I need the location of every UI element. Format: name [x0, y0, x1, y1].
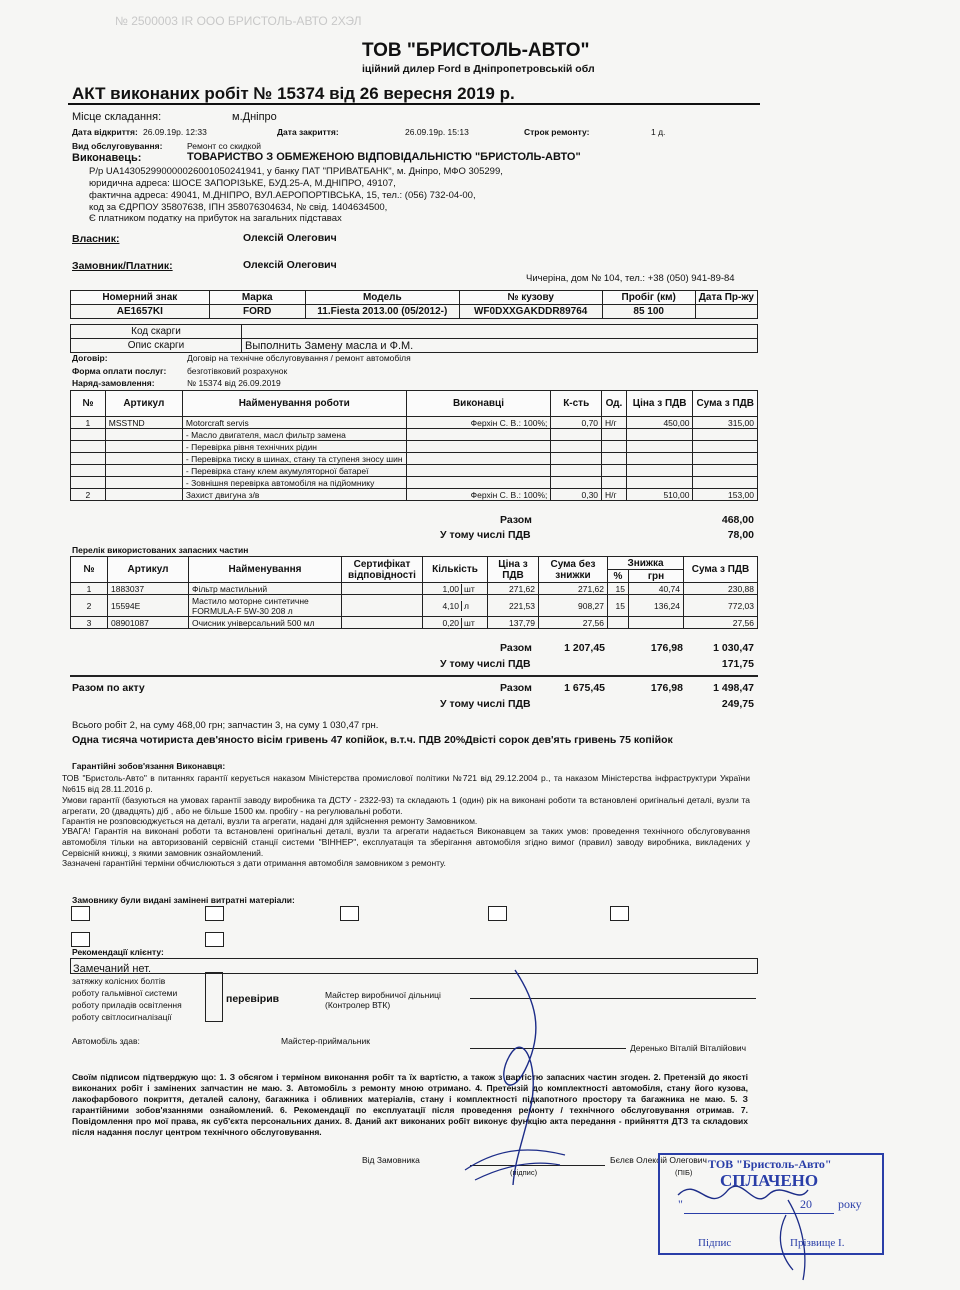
consent-text: Своїм підписом підтверджую що: 1. З обсягом і терміном виконання робіт та їх вартістю, а також з вартістю запасних частин згоден. 2. Претензій до якості виконаних робіт і замінених запчастин не маю. 3. Автомобіль з ремонту мною отримано. 4. Претензій до комплектності автомобіля, стану його кузова, лакофарбового покриття, деталей салону, багажника і обливних матеріалів, стану і комплектності підкапотного простору та багажника не маю. 5. З гарантійними зобов'язаннями ознайомлений. 6. Рекомендації по експлуатації після проведення ремонту / технічного обслуговування отримав. 7. Повідомлення про мої права, як суб'єкта персональних даних. 8. Даний акт виконаних робіт виконує функцію акта передання - прийняття ДТЗ та складових після надання послуг центром технічного обслуговування.: [72, 1072, 748, 1137]
parts-header: №: [71, 557, 108, 583]
executor-actual-address: фактична адреса: 49041, М.ДНІПРО, ВУЛ.АЕРОПОРТІВСЬКА, 15, тел.: (056) 732-04-00,: [89, 190, 476, 201]
stamp-sign: Підпис: [698, 1237, 732, 1249]
term-value: 1 д.: [651, 127, 666, 137]
parts-header: Знижка: [608, 557, 684, 570]
works-cell-qty: [551, 465, 602, 477]
executor-tax: Є платником податку на прибуток на загальних підставах: [89, 213, 342, 224]
check-lights: роботу приладів освітлення: [72, 1000, 182, 1010]
parts-cell-sum: 772,03: [684, 595, 758, 617]
parts-cell-name: [189, 583, 342, 595]
grand-summary: Всього робіт 2, на суму 468,00 грн; запчастин 3, на суму 1 030,47 грн.: [72, 720, 379, 731]
check-signals: роботу світлосигналізації: [72, 1012, 172, 1022]
parts-unit: шт: [464, 583, 475, 594]
company-name: ТОВ "БРИСТОЛЬ-АВТО": [362, 40, 590, 61]
replaced-label: Замовнику були видані замінені витратні матеріали:: [72, 895, 295, 905]
grand-total-discount: 176,98: [650, 682, 683, 694]
works-cell-n: [71, 429, 106, 441]
vehicle-header: Марка: [209, 291, 305, 305]
opened-label: Дата відкриття:: [72, 127, 138, 137]
works-cell-article: [105, 453, 182, 465]
works-cell-price: [626, 441, 693, 453]
replaced-checkbox[interactable]: [340, 906, 359, 921]
works-cell-name: Motorcraft servis: [182, 417, 406, 429]
vehicle-cell: FORD: [209, 305, 305, 319]
works-cell-article: [105, 465, 182, 477]
works-cell-unit: [602, 465, 627, 477]
works-cell-sum: 315,00: [693, 417, 758, 429]
payment-label: Форма оплати послуг:: [72, 366, 167, 376]
parts-header: Найменування: [189, 557, 342, 583]
works-row: [71, 465, 758, 477]
grand-vat-label: У тому числі ПДВ: [440, 698, 531, 710]
parts-cell-cert: [342, 583, 423, 595]
complaint-desc-label: Опис скарги: [71, 339, 242, 353]
closed-value: 26.09.19р. 15:13: [405, 127, 469, 137]
works-cell-n: [71, 477, 106, 489]
owner-label: Власник:: [72, 233, 120, 245]
parts-cell-article: 1883037: [108, 583, 189, 595]
works-cell-price: [626, 465, 693, 477]
works-vat-value: 78,00: [727, 529, 754, 541]
term-label: Строк ремонту:: [524, 127, 590, 137]
works-cell-executor: [406, 477, 551, 489]
works-cell-unit: Н/г: [602, 489, 627, 501]
works-cell-name: - Перевірка стану клем акумуляторної батареї: [182, 465, 406, 477]
pib-label: (ПІБ): [675, 1168, 693, 1177]
works-cell-price: 510,00: [626, 489, 693, 501]
stamp-year: 20: [800, 1197, 812, 1211]
grand-rule: [70, 675, 758, 677]
parts-header: Сертифікат відповідності: [342, 557, 423, 583]
parts-cell-sum_nd: 271,62: [539, 583, 608, 595]
parts-cell-cert: [342, 595, 423, 617]
parts-header: Сума з ПДВ: [684, 557, 758, 583]
parts-cell-qty: [423, 595, 488, 617]
receiver-name: Деренько Віталій Віталійович: [630, 1043, 747, 1053]
parts-name-line: FORMULA-F 5W-30 208 л: [192, 605, 293, 616]
parts-cell-name: [189, 595, 342, 617]
works-cell-price: 450,00: [626, 417, 693, 429]
warranty-p4: УВАГА! Гарантія на виконані роботи та встановлені оригінальні деталі, вузли та агрегати надається Виконавцем за таких умов: проведення технічного обслуговування автомобіля тільки на авторизованій сервісній станції системи "ВІННЕР", експлуатація та зберігання автомобіля згідно вимог (правил) заводу виробника, викладених у Сервісній книжці, з якими замовник ознайомлений.: [62, 826, 750, 858]
parts-cell-price: 271,62: [488, 583, 539, 595]
works-header: Ціна з ПДВ: [626, 391, 693, 417]
stamp-date-prefix: ": [678, 1197, 683, 1211]
executor-name: ТОВАРИСТВО З ОБМЕЖЕНОЮ ВІДПОВІДАЛЬНІСТЮ "БРИСТОЛЬ-АВТО": [187, 151, 581, 163]
parts-vat-value: 171,75: [721, 658, 754, 670]
place-value: м.Дніпро: [232, 111, 277, 123]
works-cell-executor: [406, 453, 551, 465]
works-cell-n: [71, 465, 106, 477]
parts-cell-sum: 27,56: [684, 617, 758, 629]
works-cell-unit: Н/г: [602, 417, 627, 429]
parts-cell-pct: 15: [608, 595, 629, 617]
works-cell-price: [626, 477, 693, 489]
parts-cell-sum: 230,88: [684, 583, 758, 595]
vehicle-cell: AE1657KI: [71, 305, 210, 319]
works-cell-executor: Ферхін С. В.: 100%;: [406, 489, 551, 501]
works-cell-qty: [551, 477, 602, 489]
parts-cell-disc: 136,24: [629, 595, 684, 617]
parts-cell-article: 08901087: [108, 617, 189, 629]
parts-cell-n: 1: [71, 583, 108, 595]
payment-value: безготівковий розрахунок: [187, 366, 288, 376]
service-value: Ремонт со скидкой: [187, 141, 261, 151]
stamp-year-suffix: року: [838, 1197, 862, 1211]
works-cell-sum: [693, 429, 758, 441]
parts-row: [71, 617, 758, 629]
works-cell-unit: [602, 453, 627, 465]
remarks-box: [70, 958, 758, 974]
parts-cell-disc: [629, 617, 684, 629]
works-header: Артикул: [105, 391, 182, 417]
parts-cell-pct: [608, 617, 629, 629]
complaint-code-label: Код скарги: [71, 325, 242, 339]
works-cell-price: [626, 429, 693, 441]
works-cell-article: [105, 429, 182, 441]
signature-scribble-stamp: [668, 1155, 848, 1285]
vehicle-cell: 85 100: [602, 305, 695, 319]
service-label: Вид обслуговування:: [72, 141, 163, 151]
works-cell-price: [626, 453, 693, 465]
parts-total-discount: 176,98: [650, 642, 683, 654]
works-vat-label: У тому числі ПДВ: [440, 529, 531, 541]
works-total-value: 468,00: [721, 514, 754, 526]
parts-qty: 4,10: [423, 601, 462, 611]
works-cell-executor: [406, 429, 551, 441]
works-cell-qty: [551, 453, 602, 465]
works-cell-n: 2: [71, 489, 106, 501]
parts-cell-qty: [423, 583, 488, 595]
works-cell-qty: 0,70: [551, 417, 602, 429]
signature-scribble-main: [455, 960, 575, 1190]
parts-header: Ціна з ПДВ: [488, 557, 539, 583]
complaint-desc-value: Выполнить Замену масла и Ф.М.: [242, 339, 758, 353]
master-label: Майстер виробничої дільниці: [325, 990, 441, 1000]
contract-label: Договір:: [72, 353, 108, 363]
parts-vat-label: У тому числі ПДВ: [440, 658, 531, 670]
works-header: №: [71, 391, 106, 417]
works-row: [71, 429, 758, 441]
complaint-code-value: [242, 325, 758, 339]
works-cell-article: [105, 477, 182, 489]
replaced-checkbox[interactable]: [488, 906, 507, 921]
works-cell-name: - Перевірка тиску в шинах, стану та ступеня зносу шин: [182, 453, 406, 465]
parts-total-label: Разом: [500, 642, 532, 654]
grand-vat-value: 249,75: [721, 698, 754, 710]
parts-total-nodisc: 1 207,45: [564, 642, 605, 654]
parts-row: [71, 595, 758, 617]
stamp-surname: Прізвище І.: [790, 1237, 845, 1249]
warranty-title: Гарантійні зобов'язання Виконавця:: [72, 761, 226, 771]
recommend-label: Рекомендації клієнту:: [72, 947, 164, 957]
works-header: Найменування роботи: [182, 391, 406, 417]
grand-total-nodisc: 1 675,45: [564, 682, 605, 694]
works-cell-name: - Зовнішня перевірка автомобіля на підйомнику: [182, 477, 406, 489]
stamp-company: ТОВ "Бристоль-Авто": [708, 1157, 832, 1171]
vehicle-header: Пробіг (км): [602, 291, 695, 305]
works-cell-sum: 153,00: [693, 489, 758, 501]
works-cell-unit: [602, 429, 627, 441]
act-title: АКТ виконаних робіт № 15374 від 26 вересня 2019 р.: [72, 84, 515, 103]
master-sub: (Контролер ВТК): [325, 1000, 391, 1010]
works-cell-executor: [406, 441, 551, 453]
parts-unit: шт: [464, 617, 475, 628]
warranty-p5: Зазначені гарантійні терміни обчислюються з дати отримання автомобіля замовником з ремонту.: [62, 858, 446, 868]
vehicle-table: [70, 290, 758, 319]
grand-label: Разом по акту: [72, 682, 145, 694]
parts-name-line: Мастило моторне синтетичне: [192, 595, 309, 606]
checked-label: перевірив: [226, 993, 280, 1005]
works-row: [71, 453, 758, 465]
vehicle-header: № кузову: [459, 291, 602, 305]
works-row: [71, 441, 758, 453]
works-cell-qty: 0,30: [551, 489, 602, 501]
vehicle-cell: WF0DXXGAKDDR89764: [459, 305, 602, 319]
parts-title: Перелік використованих запасних частин: [72, 545, 249, 555]
parts-cell-disc: 40,74: [629, 583, 684, 595]
works-cell-sum: [693, 477, 758, 489]
vehicle-cell: 11.Fiesta 2013.00 (05/2012-): [305, 305, 459, 319]
works-cell-qty: [551, 429, 602, 441]
replaced-checkbox[interactable]: [205, 906, 224, 921]
parts-name-line: Фільтр мастильний: [192, 583, 268, 594]
works-cell-article: MSSTND: [105, 417, 182, 429]
parts-cell-pct: 15: [608, 583, 629, 595]
customer-signature-name: Бєлєв Олексій Олегович: [610, 1155, 707, 1165]
executor-codes: код за ЄДРПОУ 35807638, ІПН 358076304634, № свід. 1404634500,: [89, 202, 388, 213]
works-cell-unit: [602, 477, 627, 489]
check-wheel-bolts: затяжку колісних болтів: [72, 976, 166, 986]
vehicle-header: Дата Пр-жу: [695, 291, 757, 305]
complaint-table: [70, 324, 758, 353]
vehicle-cell: [695, 305, 757, 319]
works-cell-unit: [602, 441, 627, 453]
parts-cell-price: 221,53: [488, 595, 539, 617]
works-cell-executor: [406, 465, 551, 477]
parts-table: [70, 556, 758, 629]
order-label: Наряд-замовлення:: [72, 378, 155, 388]
grand-total-value: 1 498,47: [713, 682, 754, 694]
works-header: Од.: [602, 391, 627, 417]
works-cell-executor: Ферхін С. В.: 100%;: [406, 417, 551, 429]
customer-label: Замовник/Платник:: [72, 260, 173, 272]
works-header: Сума з ПДВ: [693, 391, 758, 417]
works-cell-n: [71, 441, 106, 453]
works-table: [70, 390, 758, 501]
parts-cell-n: 3: [71, 617, 108, 629]
works-cell-name: - Перевірка рівня технічних рідин: [182, 441, 406, 453]
works-cell-article: [105, 489, 182, 501]
customer-name: Олексій Олегович: [243, 259, 337, 271]
works-row: [71, 489, 758, 501]
works-cell-n: 1: [71, 417, 106, 429]
parts-cell-sum_nd: 908,27: [539, 595, 608, 617]
works-cell-sum: [693, 465, 758, 477]
customer-address: Чичеріна, дом № 104, тел.: +38 (050) 941-89-84: [526, 273, 735, 284]
owner-name: Олексій Олегович: [243, 232, 337, 244]
works-header: К-сть: [551, 391, 602, 417]
parts-row: [71, 583, 758, 595]
vehicle-header: Номерний знак: [71, 291, 210, 305]
order-value: № 15374 від 26.09.2019: [187, 378, 281, 388]
parts-cell-name: [189, 617, 342, 629]
parts-header: грн: [629, 570, 684, 583]
warranty-p2: Умови гарантії (базуються на умовах гарантії заводу виробника та ДСТУ - 2322-93) та складають 1 (один) рік на виконані роботи та встановлені оригінальні деталі, вузли та агрегати, 20 (двадцять) діб , або не більше 1500 км. пробігу - на регулювальні роботи.: [62, 795, 750, 816]
checked-bracket: [205, 972, 223, 1022]
faded-top-text: № 2500003 IR ООО БРИСТОЛЬ-АВТО 2ХЭЛ: [115, 14, 362, 28]
replaced-checkbox[interactable]: [205, 932, 224, 947]
grand-total-label: Разом: [500, 682, 532, 694]
replaced-checkbox[interactable]: [71, 906, 90, 921]
parts-qty: 1,00: [423, 584, 462, 594]
parts-unit: л: [464, 600, 469, 611]
warranty-p3: Гарантія не розповсюджується на деталі, вузли та агрегати, надані для здійснення ремонту Замовником.: [62, 816, 478, 826]
grand-in-words: Одна тисяча чотириста дев'яносто вісім гривень 47 копійок, в.т.ч. ПДВ 20%Двісті сорок дев'ять гривень 75 копійок: [72, 734, 673, 746]
opened-value: 26.09.19р. 12:33: [143, 127, 207, 137]
parts-qty: 0,20: [423, 618, 462, 628]
replaced-checkbox[interactable]: [71, 932, 90, 947]
stamp-paid: СПЛАЧЕНО: [720, 1171, 819, 1190]
parts-cell-article: 15594E: [108, 595, 189, 617]
signed-label: (підпис): [510, 1168, 538, 1177]
works-cell-sum: [693, 441, 758, 453]
parts-cell-cert: [342, 617, 423, 629]
works-cell-sum: [693, 453, 758, 465]
works-total-label: Разом: [500, 514, 532, 526]
contract-value: Договір на технічне обслуговування / ремонт автомобіля: [187, 353, 411, 363]
replaced-checkbox[interactable]: [610, 906, 629, 921]
parts-cell-sum_nd: 27,56: [539, 617, 608, 629]
works-row: [71, 417, 758, 429]
works-cell-article: [105, 441, 182, 453]
parts-cell-price: 137,79: [488, 617, 539, 629]
parts-header: Сума без знижки: [539, 557, 608, 583]
receiver-label: Майстер-приймальник: [281, 1036, 370, 1046]
parts-cell-n: 2: [71, 595, 108, 617]
car-given-label: Автомобіль здав:: [72, 1036, 140, 1046]
from-customer-label: Від Замовника: [362, 1155, 420, 1165]
remarks-text: Замечаний нет.: [73, 963, 152, 975]
works-cell-n: [71, 453, 106, 465]
works-cell-name: - Масло двигателя, масл фильтр замена: [182, 429, 406, 441]
parts-header: Артикул: [108, 557, 189, 583]
works-cell-qty: [551, 441, 602, 453]
executor-label: Виконавець:: [72, 152, 142, 164]
closed-label: Дата закриття:: [277, 127, 339, 137]
parts-cell-qty: [423, 617, 488, 629]
works-row: [71, 477, 758, 489]
executor-legal-address: юридична адреса: ШОСЕ ЗАПОРІЗЬКЕ, БУД.25-А, М.ДНІПРО, 49107,: [89, 178, 396, 189]
warranty-p1: ТОВ "Бристоль-Авто" в питаннях гарантії керується наказом Міністерства промислової політики №721 від 29.12.2004 р., та наказом Міністерства інфраструктури України №615 від 28.11.2016 р.: [62, 773, 750, 794]
parts-name-line: Очисник універсальний 500 мл: [192, 617, 315, 628]
works-header: Виконавці: [406, 391, 551, 417]
check-brakes: роботу гальмівної системи: [72, 988, 178, 998]
executor-bank: Р/р UA143052990000026001050241941, у банку ПАТ "ПРИВАТБАНК", м. Дніпро, МФО 305299,: [89, 166, 503, 177]
parts-header: Кількість: [423, 557, 488, 583]
vehicle-header: Модель: [305, 291, 459, 305]
place-label: Місце складання:: [72, 111, 162, 123]
header-rule: [68, 103, 760, 105]
works-cell-name: Захист двигуна з/в: [182, 489, 406, 501]
parts-total-value: 1 030,47: [713, 642, 754, 654]
parts-header: %: [608, 570, 629, 583]
dealer-line: іційний дилер Ford в Дніпропетровській обл: [362, 63, 595, 75]
